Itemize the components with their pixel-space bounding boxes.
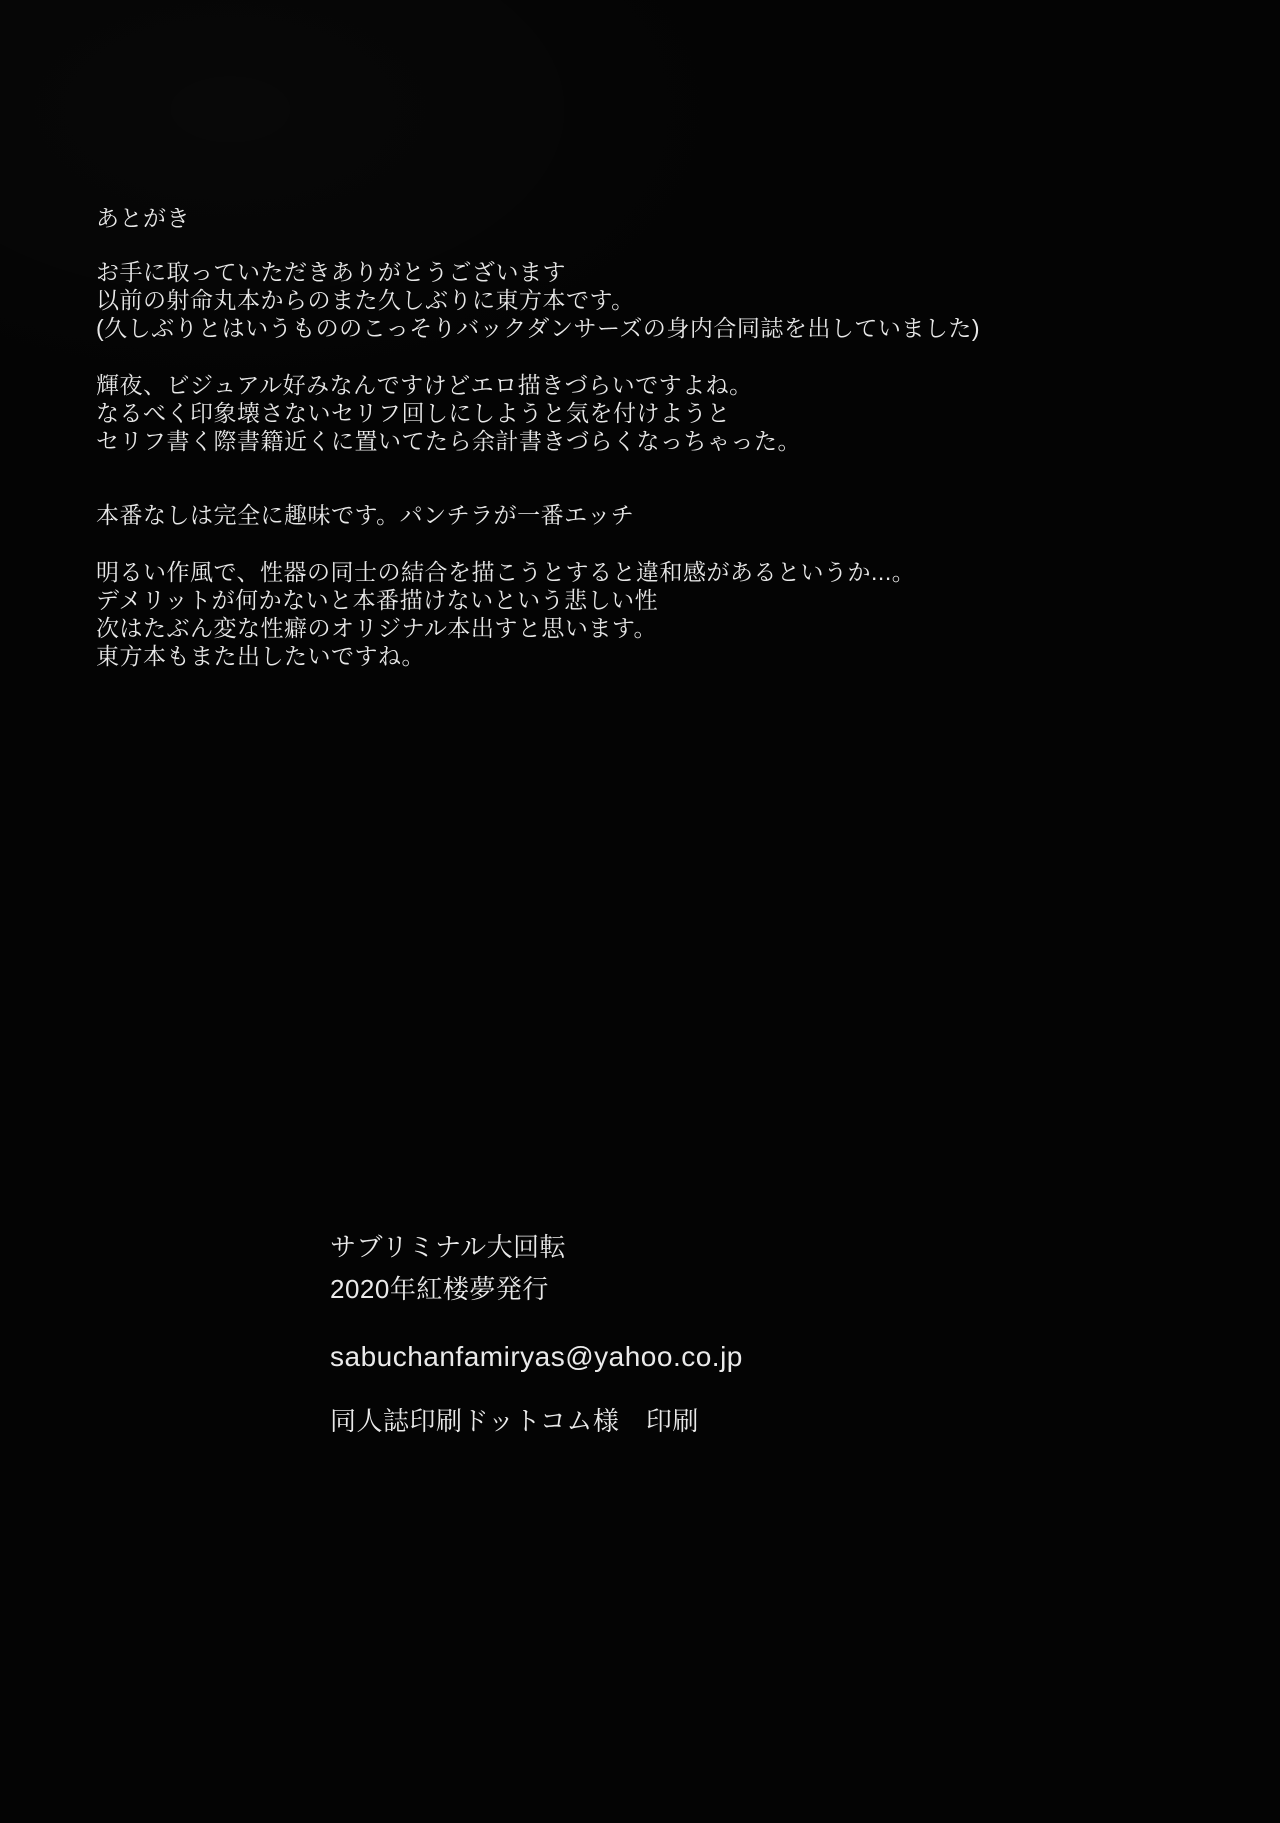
text-line: 東方本もまた出したいですね。 (96, 643, 425, 669)
text-line: デメリットが何かないと本番描けないという悲しい性 (96, 587, 659, 613)
contact-email: sabuchanfamiryas@yahoo.co.jp (330, 1341, 743, 1372)
afterword-paragraph (96, 258, 1196, 342)
colophon-section (330, 1226, 743, 1442)
text-line: お手に取っていただきありがとうございます (96, 259, 566, 285)
book-title: サブリミナル大回転 (330, 1232, 567, 1262)
afterword-body (96, 258, 1196, 670)
afterword-paragraph (96, 371, 1196, 455)
text-line: 次はたぶん変な性癖のオリジナル本出すと思います。 (96, 615, 658, 641)
text-line: 本番なしは完全に趣味です。パンチラが一番エッチ (96, 502, 635, 528)
publication-info: 2020年紅楼夢発行 (330, 1274, 549, 1304)
printer-credit: 同人誌印刷ドットコム様 印刷 (330, 1406, 699, 1436)
text-line: 明るい作風で、性器の同士の結合を描こうとすると違和感があるというか...。 (96, 559, 916, 585)
text-line: 以前の射命丸本からのまた久しぶりに東方本です。 (96, 287, 635, 313)
text-line: セリフ書く際書籍近くに置いてたら余計書きづらくなっちゃった。 (96, 428, 801, 454)
text-line: 輝夜、ビジュアル好みなんですけどエロ描きづらいですよね。 (96, 372, 753, 398)
text-line: なるべく印象壊さないセリフ回しにしようと気を付けようと (96, 400, 731, 426)
afterword-heading: あとがき (96, 205, 190, 231)
afterword-paragraph (96, 558, 1196, 670)
afterword-section (96, 204, 1196, 670)
afterword-paragraph (96, 501, 1196, 529)
text-line: (久しぶりとはいうもののこっそりバックダンサーズの身内合同誌を出していました) (96, 315, 980, 341)
